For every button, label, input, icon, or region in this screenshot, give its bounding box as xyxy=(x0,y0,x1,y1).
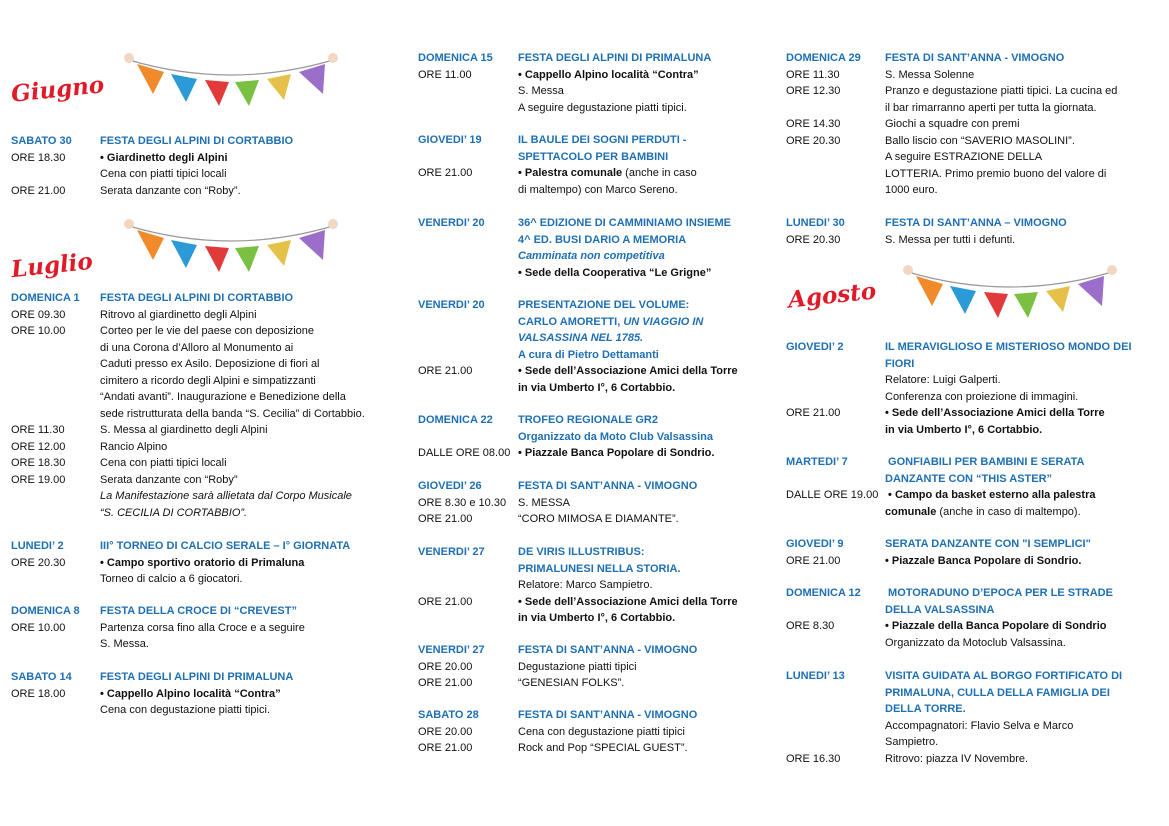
event-time xyxy=(11,373,100,390)
event-title-line3: VALSASSINA NEL 1785. xyxy=(518,332,644,344)
event-detail: Ritrovo: piazza IV Novembre. xyxy=(885,752,1029,765)
event-subtitle: Camminata non competitiva xyxy=(518,250,665,262)
event-time xyxy=(786,372,885,389)
event-sabato-14 xyxy=(11,669,391,719)
event-time: ORE 21.00 xyxy=(418,167,473,179)
event-time xyxy=(11,636,100,653)
event-location: • Sede dell’Associazione Amici della Torre xyxy=(518,365,738,377)
event-detail: S. Messa per tutti i defunti. xyxy=(885,233,1016,246)
event-location: • Cappello Alpino località “Contra” xyxy=(518,68,699,81)
event-time: ORE 11.00 xyxy=(418,68,472,81)
event-time: DALLE ORE 08.00 xyxy=(418,447,511,459)
event-time: ORE 8.30 e 10.30 xyxy=(418,496,507,509)
event-location: • Sede dell’Associazione Amici della Torre xyxy=(885,407,1105,419)
event-time: ORE 8.30 xyxy=(786,620,835,632)
event-day: DOMENICA 22 xyxy=(418,414,493,426)
event-time: ORE 12.00 xyxy=(11,440,66,453)
event-time xyxy=(786,734,885,751)
event-domenica-29 xyxy=(786,50,1146,199)
event-location: in via Umberto I°, 6 Cortabbio. xyxy=(518,381,676,394)
event-lunedi-2 xyxy=(11,538,391,588)
event-detail: “GENESIAN FOLKS”. xyxy=(518,677,625,689)
event-time: ORE 21.00 xyxy=(786,554,841,567)
event-detail: S. Messa. xyxy=(100,638,149,650)
event-time xyxy=(786,182,885,199)
event-detail: Cena con degustazione piatti tipici xyxy=(518,725,685,738)
event-lunedi-30 xyxy=(786,215,1146,248)
event-detail: S. Messa xyxy=(518,85,564,97)
event-domenica-1 xyxy=(11,290,391,521)
event-detail: “S. CECILIA DI CORTABBIO”. xyxy=(100,506,248,519)
event-title-line2: FIORI xyxy=(885,357,915,370)
event-title-italic: UN VIAGGIO IN xyxy=(623,315,704,328)
bunting-decoration-icon xyxy=(119,216,344,278)
month-title-giugno: Giugno xyxy=(9,71,106,108)
event-title-line2: SPETTACOLO PER BAMBINI xyxy=(518,150,669,163)
event-title-line2: PRIMALUNESI NELLA STORIA. xyxy=(518,562,681,575)
event-time xyxy=(11,166,100,183)
event-day: SABATO 14 xyxy=(11,671,72,683)
event-detail: di una Corona d’Alloro al Monumento ai xyxy=(100,341,294,354)
event-detail: Partenza corsa fino alla Croce e a seguire xyxy=(100,621,305,634)
event-detail: S. MESSA xyxy=(518,496,570,509)
event-time xyxy=(418,265,518,282)
event-location: • Campo sportivo oratorio di Primaluna xyxy=(100,556,305,569)
event-day: SABATO 30 xyxy=(11,135,72,147)
event-location: in via Umberto I°, 6 Cortabbio. xyxy=(518,612,676,624)
event-time: ORE 21.00 xyxy=(418,677,473,689)
event-day: VENERDI’ 20 xyxy=(418,217,485,229)
event-giovedi-26 xyxy=(418,478,773,528)
event-giovedi-2 xyxy=(786,339,1146,438)
event-location: • Cappello Alpino località “Contra” xyxy=(100,687,281,700)
event-title: FESTA DI SANT’ANNA - VIMOGNO xyxy=(518,480,698,492)
event-detail: “CORO MIMOSA E DIAMANTE”. xyxy=(518,513,679,525)
event-location: • Sede dell’Associazione Amici della Torre xyxy=(518,595,738,608)
event-detail: S. Messa Solenne xyxy=(885,68,975,81)
event-time: ORE 21.00 xyxy=(418,742,473,754)
event-detail: LOTTERIA. Primo premio buono del valore di xyxy=(885,167,1107,180)
event-title-line2: DELLA VALSASSINA xyxy=(885,603,995,616)
event-location: • Sede della Cooperativa “Le Grigne” xyxy=(518,266,712,279)
event-time: ORE 21.00 xyxy=(418,595,473,608)
event-detail: Torneo di calcio a 6 giocatori. xyxy=(100,573,243,585)
event-time: ORE 21.00 xyxy=(418,365,473,377)
event-day: DOMENICA 12 xyxy=(786,587,861,599)
bunting-decoration-icon xyxy=(898,262,1123,324)
event-day: SABATO 28 xyxy=(418,709,479,721)
event-title: FESTA DEGLI ALPINI DI CORTABBIO xyxy=(100,135,294,147)
event-venerdi-20-camminata xyxy=(418,215,773,281)
event-time xyxy=(418,100,518,117)
event-time xyxy=(786,504,885,521)
event-day: VENERDI’ 27 xyxy=(418,644,485,656)
event-day: GIOVEDI’ 26 xyxy=(418,480,482,492)
event-detail: Relatore: Marco Sampietro. xyxy=(518,579,653,591)
event-title: IL BAULE DEI SOGNI PERDUTI - xyxy=(518,134,687,146)
event-location: in via Umberto I°, 6 Cortabbio. xyxy=(885,423,1043,436)
event-time xyxy=(418,182,518,199)
event-title: MOTORADUNO D’EPOCA PER LE STRADE xyxy=(885,587,1113,599)
event-title: VISITA GUIDATA AL BORGO FORTIFICATO DI xyxy=(885,670,1123,682)
event-detail: Ballo liscio con “SAVERIO MASOLINI”. xyxy=(885,134,1075,147)
event-giovedi-19 xyxy=(418,132,773,198)
event-domenica-12 xyxy=(786,585,1146,651)
event-detail: Caduti presso ex Asilo. Deposizione di fiori al xyxy=(100,358,320,370)
event-time xyxy=(11,488,100,505)
event-title: DE VIRIS ILLUSTRIBUS: xyxy=(518,546,645,558)
event-detail: A seguire ESTRAZIONE DELLA xyxy=(885,151,1043,163)
event-time xyxy=(418,83,518,100)
event-time: ORE 11.30 xyxy=(11,424,65,436)
event-time xyxy=(786,149,885,166)
event-detail: Corteo per le vie del paese con deposizione xyxy=(100,325,315,337)
event-time xyxy=(786,100,885,117)
event-detail: A seguire degustazione piatti tipici. xyxy=(518,101,687,114)
event-subtitle: Organizzato da Moto Club Valsassina xyxy=(518,430,713,443)
event-detail: “Andati avanti”. Inaugurazione e Benedizione della xyxy=(100,391,346,403)
event-time xyxy=(418,577,518,594)
event-location: • Palestra comunale xyxy=(518,167,623,179)
event-venerdi-27-santanna xyxy=(418,642,773,692)
event-day: GIOVEDI’ 2 xyxy=(786,341,844,353)
event-detail: Organizzato da Motoclub Valsassina. xyxy=(885,636,1066,649)
event-time xyxy=(11,505,100,522)
event-title-line2: DANZANTE CON “THIS ASTER” xyxy=(885,472,1053,485)
event-detail: Sampietro. xyxy=(885,736,939,748)
event-detail: S. Messa al giardinetto degli Alpini xyxy=(100,424,268,436)
event-detail: Giochi a squadre con premi xyxy=(885,118,1020,130)
event-sabato-28 xyxy=(418,707,773,757)
event-detail: Rancio Alpino xyxy=(100,440,168,453)
event-time: ORE 10.00 xyxy=(11,621,66,634)
event-time: ORE 18.30 xyxy=(11,457,66,469)
event-time xyxy=(11,356,100,373)
event-title-line2: CARLO AMORETTI, xyxy=(518,315,624,328)
month-title-agosto: Agosto xyxy=(786,277,878,314)
event-title: FESTA DI SANT’ANNA - VIMOGNO xyxy=(518,644,698,656)
event-detail: il bar rimarranno aperti per tutta la giornata. xyxy=(885,101,1097,114)
event-time: ORE 20.30 xyxy=(786,134,841,147)
event-time: ORE 18.30 xyxy=(11,151,66,164)
event-time xyxy=(11,571,100,588)
event-detail: Ritrovo al giardinetto degli Alpini xyxy=(100,308,257,321)
event-martedi-7 xyxy=(786,454,1146,520)
event-time xyxy=(786,718,885,735)
event-detail: Pranzo e degustazione piatti tipici. La cucina ed xyxy=(885,85,1118,97)
event-location: • Piazzale Banca Popolare di Sondrio. xyxy=(518,447,715,459)
event-day: DOMENICA 29 xyxy=(786,52,861,64)
event-domenica-22 xyxy=(418,412,773,462)
event-title: FESTA DI SANT’ANNA - VIMOGNO xyxy=(518,709,698,721)
event-title: FESTA DELLA CROCE DI “CREVEST” xyxy=(100,605,297,617)
event-time: ORE 12.30 xyxy=(786,85,841,97)
event-detail: Cena con degustazione piatti tipici. xyxy=(100,704,270,716)
event-title: IL MERAVIGLIOSO E MISTERIOSO MONDO DEI xyxy=(885,341,1132,353)
event-time: ORE 21.00 xyxy=(786,407,841,419)
event-venerdi-20-volume xyxy=(418,297,773,396)
event-detail: Relatore: Luigi Galperti. xyxy=(885,374,1001,386)
event-day: DOMENICA 15 xyxy=(418,52,493,64)
event-day: VENERDI’ 20 xyxy=(418,299,485,311)
event-day: GIOVEDI’ 19 xyxy=(418,134,482,146)
bunting-decoration-icon xyxy=(119,50,344,112)
event-detail: Rock and Pop “SPECIAL GUEST”. xyxy=(518,742,688,754)
event-title-line2: PRIMALUNA, CULLA DELLA FAMIGLIA DEI xyxy=(885,686,1110,699)
event-title: FESTA DEGLI ALPINI DI PRIMALUNA xyxy=(100,671,294,683)
event-detail: Conferenza con proiezione di immagini. xyxy=(885,390,1079,403)
event-day: GIOVEDI’ 9 xyxy=(786,538,844,550)
event-time: ORE 14.30 xyxy=(786,118,841,130)
event-day: MARTEDI’ 7 xyxy=(786,456,848,468)
event-title: FESTA DEGLI ALPINI DI PRIMALUNA xyxy=(518,52,712,64)
event-time: ORE 21.00 xyxy=(418,513,473,525)
event-title: GONFIABILI PER BAMBINI E SERATA xyxy=(885,456,1085,468)
event-time: DALLE ORE 19.00 xyxy=(786,489,879,501)
event-detail: Cena con piatti tipici locali xyxy=(100,457,227,469)
event-time xyxy=(418,380,518,397)
event-title: FESTA DI SANT’ANNA – VIMOGNO xyxy=(885,217,1067,229)
event-time xyxy=(418,610,518,627)
event-time xyxy=(11,389,100,406)
event-detail: Serata danzante con “Roby”. xyxy=(100,184,241,197)
event-title: 36^ EDIZIONE DI CAMMINIAMO INSIEME xyxy=(518,217,731,229)
event-time xyxy=(11,702,100,719)
month-title-luglio: Luglio xyxy=(9,247,94,284)
event-time: ORE 18.00 xyxy=(11,687,66,700)
event-time: ORE 09.30 xyxy=(11,308,66,321)
event-location: • Piazzale della Banca Popolare di Sondrio xyxy=(885,620,1107,632)
event-time: ORE 16.30 xyxy=(786,752,841,765)
event-time xyxy=(786,422,885,439)
event-time xyxy=(786,166,885,183)
event-time: ORE 20.30 xyxy=(786,233,841,246)
event-day: DOMENICA 8 xyxy=(11,605,80,617)
event-time xyxy=(11,406,100,423)
event-lunedi-13 xyxy=(786,668,1146,767)
event-day: VENERDI’ 27 xyxy=(418,546,485,558)
event-domenica-8 xyxy=(11,603,391,653)
event-title: FESTA DI SANT’ANNA - VIMOGNO xyxy=(885,52,1065,64)
event-detail: Cena con piatti tipici locali xyxy=(100,168,227,180)
event-time: ORE 20.30 xyxy=(11,556,66,569)
event-time xyxy=(786,635,885,652)
event-time: ORE 19.00 xyxy=(11,473,66,486)
event-detail: Serata danzante con “Roby” xyxy=(100,473,238,486)
event-subtitle: A cura di Pietro Dettamanti xyxy=(518,348,659,361)
event-day: DOMENICA 1 xyxy=(11,292,80,304)
event-detail: 1000 euro. xyxy=(885,184,938,196)
event-time: ORE 20.00 xyxy=(418,660,473,673)
event-title: FESTA DEGLI ALPINI DI CORTABBIO xyxy=(100,292,294,304)
event-venerdi-27-viris xyxy=(418,544,773,627)
event-detail: (anche in caso xyxy=(622,167,697,179)
event-time: ORE 20.00 xyxy=(418,725,473,738)
event-title-line2: 4^ ED. BUSI DARIO A MEMORIA xyxy=(518,233,687,246)
event-detail: (anche in caso di maltempo). xyxy=(936,505,1081,518)
event-day: LUNEDI’ 2 xyxy=(11,540,64,552)
event-time xyxy=(11,340,100,357)
event-location: • Piazzale Banca Popolare di Sondrio. xyxy=(885,554,1082,567)
event-detail: di maltempo) con Marco Sereno. xyxy=(518,183,678,196)
event-title: SERATA DANZANTE CON "I SEMPLICI" xyxy=(885,538,1091,550)
event-giovedi-9 xyxy=(786,536,1146,569)
event-location: comunale xyxy=(885,505,937,518)
event-time: ORE 10.00 xyxy=(11,325,66,337)
event-detail: Degustazione piatti tipici xyxy=(518,660,637,673)
event-time: ORE 11.30 xyxy=(786,68,840,81)
event-domenica-15 xyxy=(418,50,773,116)
event-time xyxy=(786,389,885,406)
event-sabato-30 xyxy=(11,133,391,199)
event-location: • Giardinetto degli Alpini xyxy=(100,151,228,164)
event-detail: La Manifestazione sarà allietata dal Corpo Musicale xyxy=(100,490,352,502)
event-detail: Accompagnatori: Flavio Selva e Marco xyxy=(885,719,1074,732)
event-detail: cimitero a ricordo degli Alpini e simpatizzanti xyxy=(100,374,316,387)
event-title: III° TORNEO DI CALCIO SERALE – I° GIORNATA xyxy=(100,540,351,552)
event-title: TROFEO REGIONALE GR2 xyxy=(518,414,658,426)
event-detail: sede ristrutturata della banda “S. Cecilia” di Cortabbio. xyxy=(100,407,365,420)
event-time: ORE 21.00 xyxy=(11,184,66,197)
event-day: LUNEDI’ 30 xyxy=(786,217,845,229)
event-location: • Campo da basket esterno alla palestra xyxy=(885,489,1096,501)
event-day: LUNEDI’ 13 xyxy=(786,670,845,682)
event-title-line3: DELLA TORRE. xyxy=(885,703,966,715)
event-title: PRESENTAZIONE DEL VOLUME: xyxy=(518,299,690,311)
